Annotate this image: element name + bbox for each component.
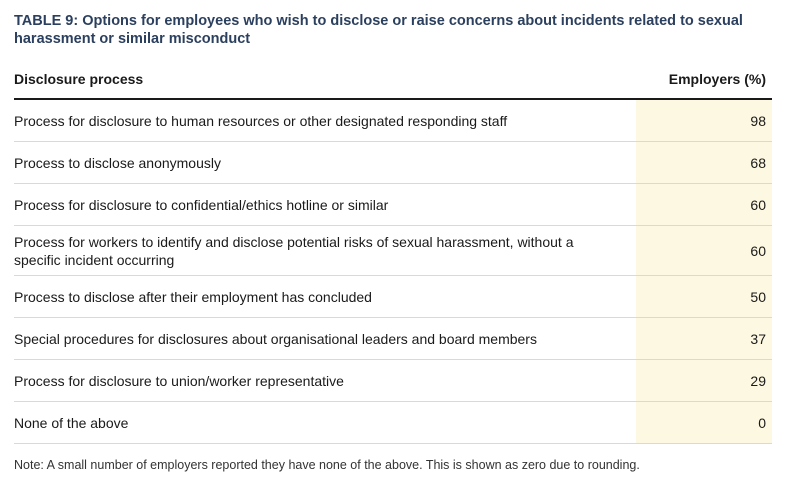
- row-value: 0: [636, 402, 772, 443]
- table-header-row: [14, 60, 772, 100]
- table-row: [14, 360, 772, 402]
- table-row: [14, 276, 772, 318]
- header-disclosure-process: Disclosure process: [14, 71, 144, 87]
- table-row: [14, 318, 772, 360]
- row-value: 37: [636, 318, 772, 359]
- row-value: 29: [636, 360, 772, 401]
- table-row: [14, 184, 772, 226]
- row-value: 50: [636, 276, 772, 317]
- row-label: Process for workers to identify and disclose potential risks of sexual harassment, without a specific incident occurring: [14, 233, 574, 268]
- row-label: None of the above: [14, 414, 129, 431]
- table-title: TABLE 9: Options for employees who wish to disclose or raise concerns about incidents related to sexual harassment or similar misconduct: [14, 13, 743, 47]
- row-value: 60: [636, 184, 772, 225]
- row-label: Special procedures for disclosures about organisational leaders and board members: [14, 330, 537, 347]
- table-row: [14, 100, 772, 142]
- row-label: Process for disclosure to union/worker representative: [14, 372, 344, 389]
- row-label: Process for disclosure to confidential/ethics hotline or similar: [14, 196, 389, 213]
- header-employers-percent: Employers (%): [668, 71, 766, 87]
- row-value: 98: [636, 100, 772, 141]
- table-row: [14, 402, 772, 444]
- disclosure-table: [14, 60, 772, 444]
- row-value: 60: [636, 226, 772, 275]
- row-label: Process to disclose anonymously: [14, 154, 221, 171]
- row-label: Process for disclosure to human resources or other designated responding staff: [14, 112, 508, 129]
- row-label: Process to disclose after their employment has concluded: [14, 288, 372, 305]
- table-note: Note: A small number of employers reported they have none of the above. This is shown as zero due to rounding.: [14, 458, 640, 472]
- table-row: [14, 226, 772, 276]
- row-value: 68: [636, 142, 772, 183]
- table-row: [14, 142, 772, 184]
